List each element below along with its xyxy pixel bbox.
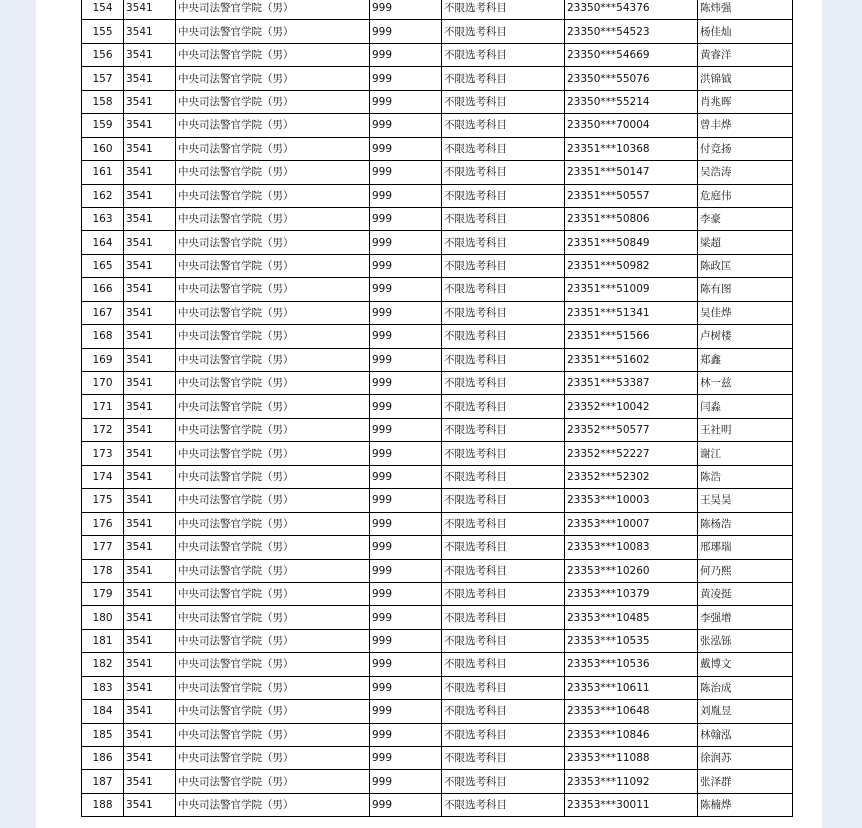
cell-exam-number: 23351***51566 (565, 325, 698, 348)
cell-subject-requirement: 不限选考科目 (442, 114, 565, 137)
cell-index: 188 (82, 793, 124, 816)
table-row (82, 231, 793, 254)
cell-plan: 999 (370, 67, 442, 90)
document-page (36, 0, 822, 828)
cell-plan: 999 (370, 629, 442, 652)
cell-student-name: 王昊昊 (698, 489, 793, 512)
cell-subject-requirement: 不限选考科目 (442, 0, 565, 20)
cell-plan: 999 (370, 653, 442, 676)
cell-student-name: 陈杨浩 (698, 512, 793, 535)
cell-school-name: 中央司法警官学院（男） (176, 559, 370, 582)
cell-school-code: 3541 (124, 465, 176, 488)
cell-exam-number: 23350***54376 (565, 0, 698, 20)
cell-index: 178 (82, 559, 124, 582)
table-row (82, 20, 793, 43)
cell-student-name: 闫淼 (698, 395, 793, 418)
cell-student-name: 郑鑫 (698, 348, 793, 371)
cell-subject-requirement: 不限选考科目 (442, 418, 565, 441)
cell-exam-number: 23350***70004 (565, 114, 698, 137)
table-row (82, 137, 793, 160)
cell-index: 179 (82, 582, 124, 605)
cell-school-code: 3541 (124, 559, 176, 582)
cell-subject-requirement: 不限选考科目 (442, 90, 565, 113)
cell-school-name: 中央司法警官学院（男） (176, 536, 370, 559)
cell-subject-requirement: 不限选考科目 (442, 207, 565, 230)
cell-subject-requirement: 不限选考科目 (442, 325, 565, 348)
cell-plan: 999 (370, 184, 442, 207)
cell-exam-number: 23353***10260 (565, 559, 698, 582)
cell-plan: 999 (370, 137, 442, 160)
cell-student-name: 张泽群 (698, 770, 793, 793)
cell-subject-requirement: 不限选考科目 (442, 395, 565, 418)
cell-subject-requirement: 不限选考科目 (442, 793, 565, 816)
cell-subject-requirement: 不限选考科目 (442, 723, 565, 746)
table-row (82, 489, 793, 512)
table-row (82, 254, 793, 277)
cell-index: 166 (82, 278, 124, 301)
cell-school-name: 中央司法警官学院（男） (176, 137, 370, 160)
cell-student-name: 卢树楼 (698, 325, 793, 348)
table-row (82, 348, 793, 371)
cell-school-name: 中央司法警官学院（男） (176, 372, 370, 395)
cell-school-code: 3541 (124, 278, 176, 301)
cell-index: 174 (82, 465, 124, 488)
cell-exam-number: 23351***51602 (565, 348, 698, 371)
cell-index: 176 (82, 512, 124, 535)
cell-school-code: 3541 (124, 67, 176, 90)
cell-student-name: 徐润苏 (698, 747, 793, 770)
cell-exam-number: 23353***10536 (565, 653, 698, 676)
cell-school-code: 3541 (124, 606, 176, 629)
cell-subject-requirement: 不限选考科目 (442, 700, 565, 723)
table-row (82, 90, 793, 113)
cell-subject-requirement: 不限选考科目 (442, 559, 565, 582)
cell-exam-number: 23353***10485 (565, 606, 698, 629)
cell-exam-number: 23353***10379 (565, 582, 698, 605)
cell-school-code: 3541 (124, 161, 176, 184)
cell-school-name: 中央司法警官学院（男） (176, 793, 370, 816)
table-row (82, 395, 793, 418)
cell-school-name: 中央司法警官学院（男） (176, 676, 370, 699)
cell-index: 156 (82, 43, 124, 66)
cell-subject-requirement: 不限选考科目 (442, 184, 565, 207)
cell-school-code: 3541 (124, 231, 176, 254)
cell-subject-requirement: 不限选考科目 (442, 747, 565, 770)
table-row (82, 325, 793, 348)
cell-student-name: 谢江 (698, 442, 793, 465)
cell-plan: 999 (370, 559, 442, 582)
cell-student-name: 李强增 (698, 606, 793, 629)
cell-index: 154 (82, 0, 124, 20)
cell-exam-number: 23351***50849 (565, 231, 698, 254)
cell-school-name: 中央司法警官学院（男） (176, 606, 370, 629)
cell-index: 187 (82, 770, 124, 793)
cell-index: 169 (82, 348, 124, 371)
cell-subject-requirement: 不限选考科目 (442, 161, 565, 184)
cell-school-code: 3541 (124, 325, 176, 348)
cell-exam-number: 23353***11092 (565, 770, 698, 793)
cell-subject-requirement: 不限选考科目 (442, 278, 565, 301)
table-row (82, 582, 793, 605)
cell-school-name: 中央司法警官学院（男） (176, 653, 370, 676)
cell-exam-number: 23351***10368 (565, 137, 698, 160)
cell-index: 155 (82, 20, 124, 43)
table-row (82, 512, 793, 535)
cell-school-name: 中央司法警官学院（男） (176, 442, 370, 465)
cell-student-name: 林翰泓 (698, 723, 793, 746)
cell-school-name: 中央司法警官学院（男） (176, 20, 370, 43)
cell-school-code: 3541 (124, 653, 176, 676)
cell-index: 163 (82, 207, 124, 230)
cell-school-name: 中央司法警官学院（男） (176, 325, 370, 348)
cell-school-name: 中央司法警官学院（男） (176, 629, 370, 652)
cell-plan: 999 (370, 231, 442, 254)
cell-exam-number: 23351***50982 (565, 254, 698, 277)
cell-index: 161 (82, 161, 124, 184)
cell-exam-number: 23353***10648 (565, 700, 698, 723)
cell-school-code: 3541 (124, 372, 176, 395)
cell-index: 165 (82, 254, 124, 277)
cell-exam-number: 23353***10846 (565, 723, 698, 746)
cell-school-code: 3541 (124, 676, 176, 699)
cell-school-code: 3541 (124, 442, 176, 465)
cell-plan: 999 (370, 676, 442, 699)
table-row (82, 536, 793, 559)
cell-plan: 999 (370, 43, 442, 66)
table-row (82, 559, 793, 582)
cell-school-code: 3541 (124, 700, 176, 723)
cell-exam-number: 23350***55076 (565, 67, 698, 90)
cell-index: 158 (82, 90, 124, 113)
cell-exam-number: 23350***54669 (565, 43, 698, 66)
cell-plan: 999 (370, 278, 442, 301)
cell-student-name: 刘胤昱 (698, 700, 793, 723)
cell-plan: 999 (370, 770, 442, 793)
cell-subject-requirement: 不限选考科目 (442, 43, 565, 66)
cell-school-name: 中央司法警官学院（男） (176, 278, 370, 301)
cell-plan: 999 (370, 512, 442, 535)
table-row (82, 653, 793, 676)
cell-exam-number: 23351***50557 (565, 184, 698, 207)
cell-student-name: 林一兹 (698, 372, 793, 395)
cell-index: 157 (82, 67, 124, 90)
cell-exam-number: 23352***10042 (565, 395, 698, 418)
cell-index: 172 (82, 418, 124, 441)
cell-school-name: 中央司法警官学院（男） (176, 700, 370, 723)
table-row (82, 114, 793, 137)
table-row (82, 161, 793, 184)
table-row (82, 207, 793, 230)
cell-plan: 999 (370, 793, 442, 816)
cell-school-code: 3541 (124, 793, 176, 816)
cell-plan: 999 (370, 348, 442, 371)
cell-school-name: 中央司法警官学院（男） (176, 67, 370, 90)
cell-school-name: 中央司法警官学院（男） (176, 0, 370, 20)
cell-exam-number: 23353***10535 (565, 629, 698, 652)
table-row (82, 629, 793, 652)
cell-school-name: 中央司法警官学院（男） (176, 747, 370, 770)
cell-index: 171 (82, 395, 124, 418)
table-row (82, 442, 793, 465)
cell-exam-number: 23352***52227 (565, 442, 698, 465)
table-row (82, 184, 793, 207)
cell-school-name: 中央司法警官学院（男） (176, 231, 370, 254)
cell-exam-number: 23352***52302 (565, 465, 698, 488)
cell-school-code: 3541 (124, 90, 176, 113)
cell-plan: 999 (370, 442, 442, 465)
cell-student-name: 洪锦钺 (698, 67, 793, 90)
table-row (82, 770, 793, 793)
cell-school-code: 3541 (124, 629, 176, 652)
cell-exam-number: 23353***30011 (565, 793, 698, 816)
cell-student-name: 李豪 (698, 207, 793, 230)
cell-student-name: 吴浩涛 (698, 161, 793, 184)
cell-school-name: 中央司法警官学院（男） (176, 207, 370, 230)
cell-school-code: 3541 (124, 723, 176, 746)
cell-school-name: 中央司法警官学院（男） (176, 512, 370, 535)
cell-index: 168 (82, 325, 124, 348)
cell-index: 186 (82, 747, 124, 770)
cell-school-code: 3541 (124, 747, 176, 770)
cell-plan: 999 (370, 114, 442, 137)
cell-exam-number: 23352***50577 (565, 418, 698, 441)
cell-exam-number: 23351***51341 (565, 301, 698, 324)
cell-plan: 999 (370, 20, 442, 43)
cell-subject-requirement: 不限选考科目 (442, 770, 565, 793)
cell-student-name: 陈有图 (698, 278, 793, 301)
cell-exam-number: 23353***10003 (565, 489, 698, 512)
cell-plan: 999 (370, 254, 442, 277)
cell-school-name: 中央司法警官学院（男） (176, 770, 370, 793)
cell-plan: 999 (370, 301, 442, 324)
cell-school-code: 3541 (124, 254, 176, 277)
cell-plan: 999 (370, 723, 442, 746)
cell-school-code: 3541 (124, 0, 176, 20)
cell-index: 175 (82, 489, 124, 512)
cell-plan: 999 (370, 161, 442, 184)
cell-student-name: 张泓铄 (698, 629, 793, 652)
cell-student-name: 王社明 (698, 418, 793, 441)
cell-school-code: 3541 (124, 770, 176, 793)
table-row (82, 793, 793, 816)
cell-exam-number: 23353***10083 (565, 536, 698, 559)
cell-school-code: 3541 (124, 43, 176, 66)
cell-subject-requirement: 不限选考科目 (442, 512, 565, 535)
table-row (82, 700, 793, 723)
cell-school-name: 中央司法警官学院（男） (176, 582, 370, 605)
cell-subject-requirement: 不限选考科目 (442, 536, 565, 559)
cell-student-name: 戴博文 (698, 653, 793, 676)
cell-plan: 999 (370, 418, 442, 441)
cell-student-name: 陈炜强 (698, 0, 793, 20)
cell-subject-requirement: 不限选考科目 (442, 348, 565, 371)
cell-index: 159 (82, 114, 124, 137)
cell-student-name: 付竞扬 (698, 137, 793, 160)
cell-school-name: 中央司法警官学院（男） (176, 43, 370, 66)
cell-plan: 999 (370, 90, 442, 113)
table-row (82, 278, 793, 301)
table-row (82, 418, 793, 441)
cell-subject-requirement: 不限选考科目 (442, 676, 565, 699)
cell-school-name: 中央司法警官学院（男） (176, 418, 370, 441)
cell-plan: 999 (370, 372, 442, 395)
cell-index: 173 (82, 442, 124, 465)
cell-subject-requirement: 不限选考科目 (442, 606, 565, 629)
cell-school-code: 3541 (124, 582, 176, 605)
cell-index: 184 (82, 700, 124, 723)
cell-student-name: 陈治成 (698, 676, 793, 699)
cell-plan: 999 (370, 606, 442, 629)
cell-plan: 999 (370, 325, 442, 348)
cell-student-name: 黄睿洋 (698, 43, 793, 66)
cell-exam-number: 23353***11088 (565, 747, 698, 770)
cell-school-code: 3541 (124, 301, 176, 324)
cell-student-name: 肖兆晖 (698, 90, 793, 113)
cell-student-name: 危庭伟 (698, 184, 793, 207)
cell-school-name: 中央司法警官学院（男） (176, 90, 370, 113)
cell-school-name: 中央司法警官学院（男） (176, 465, 370, 488)
table-row (82, 67, 793, 90)
cell-student-name: 邢琊瑞 (698, 536, 793, 559)
cell-subject-requirement: 不限选考科目 (442, 20, 565, 43)
table-row (82, 465, 793, 488)
cell-subject-requirement: 不限选考科目 (442, 629, 565, 652)
cell-school-code: 3541 (124, 184, 176, 207)
cell-subject-requirement: 不限选考科目 (442, 653, 565, 676)
cell-student-name: 陈政匡 (698, 254, 793, 277)
table-row (82, 676, 793, 699)
cell-exam-number: 23350***54523 (565, 20, 698, 43)
table-row (82, 747, 793, 770)
cell-school-code: 3541 (124, 418, 176, 441)
cell-exam-number: 23351***50806 (565, 207, 698, 230)
cell-school-code: 3541 (124, 512, 176, 535)
cell-school-name: 中央司法警官学院（男） (176, 161, 370, 184)
cell-subject-requirement: 不限选考科目 (442, 231, 565, 254)
cell-subject-requirement: 不限选考科目 (442, 465, 565, 488)
cell-plan: 999 (370, 465, 442, 488)
cell-school-code: 3541 (124, 489, 176, 512)
cell-student-name: 吴佳烨 (698, 301, 793, 324)
cell-exam-number: 23350***55214 (565, 90, 698, 113)
cell-school-code: 3541 (124, 20, 176, 43)
cell-school-name: 中央司法警官学院（男） (176, 489, 370, 512)
cell-student-name: 梁超 (698, 231, 793, 254)
cell-student-name: 陈楠烨 (698, 793, 793, 816)
cell-subject-requirement: 不限选考科目 (442, 137, 565, 160)
cell-index: 182 (82, 653, 124, 676)
cell-subject-requirement: 不限选考科目 (442, 301, 565, 324)
cell-school-code: 3541 (124, 207, 176, 230)
cell-index: 170 (82, 372, 124, 395)
cell-plan: 999 (370, 747, 442, 770)
admission-table (81, 0, 793, 817)
cell-index: 183 (82, 676, 124, 699)
cell-exam-number: 23353***10007 (565, 512, 698, 535)
cell-index: 162 (82, 184, 124, 207)
cell-subject-requirement: 不限选考科目 (442, 254, 565, 277)
cell-index: 164 (82, 231, 124, 254)
table-row (82, 0, 793, 20)
table-row (82, 606, 793, 629)
cell-student-name: 何乃熙 (698, 559, 793, 582)
table-row (82, 43, 793, 66)
cell-school-name: 中央司法警官学院（男） (176, 723, 370, 746)
table-row (82, 723, 793, 746)
cell-student-name: 杨佳灿 (698, 20, 793, 43)
cell-school-code: 3541 (124, 348, 176, 371)
cell-subject-requirement: 不限选考科目 (442, 582, 565, 605)
cell-school-name: 中央司法警官学院（男） (176, 184, 370, 207)
cell-subject-requirement: 不限选考科目 (442, 442, 565, 465)
cell-school-name: 中央司法警官学院（男） (176, 301, 370, 324)
cell-plan: 999 (370, 700, 442, 723)
cell-student-name: 陈浩 (698, 465, 793, 488)
cell-index: 177 (82, 536, 124, 559)
cell-exam-number: 23353***10611 (565, 676, 698, 699)
table-row (82, 301, 793, 324)
cell-index: 167 (82, 301, 124, 324)
cell-plan: 999 (370, 582, 442, 605)
cell-plan: 999 (370, 536, 442, 559)
cell-index: 181 (82, 629, 124, 652)
cell-school-name: 中央司法警官学院（男） (176, 114, 370, 137)
cell-plan: 999 (370, 489, 442, 512)
cell-exam-number: 23351***51009 (565, 278, 698, 301)
cell-index: 185 (82, 723, 124, 746)
cell-index: 180 (82, 606, 124, 629)
cell-school-name: 中央司法警官学院（男） (176, 254, 370, 277)
table-row (82, 372, 793, 395)
cell-student-name: 曾丰烨 (698, 114, 793, 137)
cell-plan: 999 (370, 395, 442, 418)
cell-student-name: 黄凌挺 (698, 582, 793, 605)
cell-school-name: 中央司法警官学院（男） (176, 395, 370, 418)
cell-school-code: 3541 (124, 114, 176, 137)
cell-school-code: 3541 (124, 395, 176, 418)
cell-school-name: 中央司法警官学院（男） (176, 348, 370, 371)
cell-school-code: 3541 (124, 536, 176, 559)
cell-plan: 999 (370, 207, 442, 230)
cell-subject-requirement: 不限选考科目 (442, 67, 565, 90)
cell-exam-number: 23351***53387 (565, 372, 698, 395)
table-body (82, 0, 793, 817)
cell-index: 160 (82, 137, 124, 160)
cell-plan: 999 (370, 0, 442, 20)
cell-school-code: 3541 (124, 137, 176, 160)
cell-subject-requirement: 不限选考科目 (442, 372, 565, 395)
cell-exam-number: 23351***50147 (565, 161, 698, 184)
cell-subject-requirement: 不限选考科目 (442, 489, 565, 512)
